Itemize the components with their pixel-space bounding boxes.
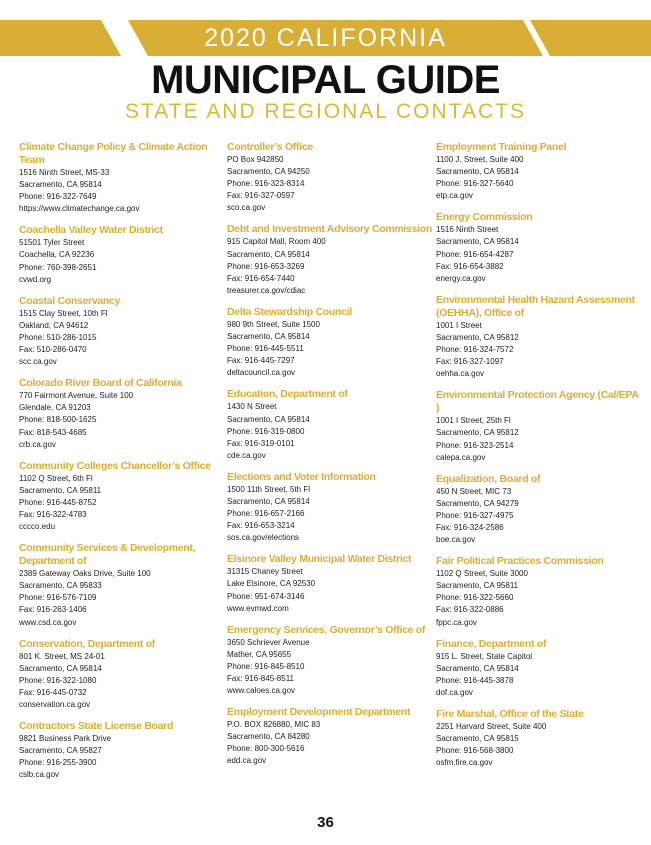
contact-name: Coastal Conservancy (19, 294, 121, 307)
contact-detail: www.evmwd.com (227, 603, 289, 613)
contact-detail: Phone: 916-568-3800 (436, 746, 514, 756)
contact-detail: Phone: 818-500-1625 (19, 415, 97, 425)
contact-detail: treasurer.ca.gov/cdiac (227, 285, 306, 295)
contact-detail: sos.ca.gov/elections (227, 533, 300, 543)
contact-entry (19, 377, 227, 450)
contact-detail: Sacramento, CA 95812 (436, 428, 519, 438)
contact-entry (227, 223, 435, 296)
contact-name: Community Services & Development, Department of (19, 542, 196, 568)
contact-detail: 801 K. Street, MS 24-01 (19, 651, 105, 661)
contact-detail: 1516 Ninth Street (436, 225, 499, 235)
contact-name: Employment Training Panel (436, 141, 567, 153)
contact-detail: Phone: 916-845-8510 (227, 661, 305, 671)
contact-detail: Sacramento, CA 95814 (436, 237, 519, 247)
contact-name: Education, Department of (227, 388, 348, 401)
contacts-column-3 (436, 141, 644, 769)
contact-detail: 2389 Gateway Oaks Drive, Suite 100 (19, 569, 151, 579)
contact-name: Fair Political Practices Commission (436, 555, 604, 568)
contact-detail: Fax: 916-319-0101 (227, 438, 295, 448)
contact-detail: Phone: 916-445-8752 (19, 497, 97, 507)
contact-detail: Sacramento, CA 95814 (227, 332, 310, 342)
contact-detail: 31315 Chaney Street (227, 567, 303, 577)
contact-detail: Sacramento, CA 95814 (19, 180, 102, 190)
contact-detail: Sacramento, CA 95811 (436, 581, 519, 591)
contact-detail: Sacramento, CA 95815 (436, 734, 519, 744)
contact-detail: cslb.ca.gov (19, 770, 60, 780)
contact-name: Environmental Protection Agency (Cal/EPA ) (436, 389, 639, 415)
contact-detail: fppc.ca.gov (436, 617, 477, 627)
contact-detail: energy.ca.gov (436, 273, 486, 283)
contact-detail: Sacramento, CA 95812 (436, 332, 519, 342)
contact-detail: Phone: 800-300-5616 (227, 744, 305, 754)
contact-detail: boe.ca.gov (436, 535, 476, 545)
contact-detail: Fax: 916-327-1097 (436, 357, 504, 367)
page-number: 36 (317, 814, 334, 831)
header-banner (0, 20, 651, 56)
page-title: MUNICIPAL GUIDE (151, 58, 500, 102)
contact-detail: Fax: 916-445-0732 (19, 687, 87, 697)
contact-detail: Mather, CA 95655 (227, 649, 292, 659)
contact-detail: 1102 Q Street, 6th Fl (19, 473, 93, 483)
contact-detail: Phone: 510-286-1015 (19, 332, 97, 342)
contact-detail: Fax: 916-327-0597 (227, 191, 295, 201)
contact-name: Debt and Investment Advisory Commission (227, 223, 432, 236)
contact-detail: Sacramento, CA 95827 (19, 746, 102, 756)
contact-detail: 1516 Ninth Street, MS-33 (19, 168, 110, 177)
contact-entry (436, 555, 644, 628)
contact-detail: deltacouncil.ca.gov (227, 368, 296, 378)
contact-detail: calepa.ca.gov (436, 452, 486, 462)
contact-detail: crb.ca.gov (19, 439, 56, 449)
contact-detail: etp.ca.gov (436, 191, 473, 201)
contact-detail: Phone: 916-322-5660 (436, 593, 514, 603)
contact-entry (227, 553, 435, 614)
contact-detail: Sacramento, CA 94279 (436, 498, 519, 508)
contact-detail: Lake Elsinore, CA 92530 (227, 579, 316, 589)
contact-detail: Glendale, CA 91203 (19, 403, 91, 413)
contact-detail: Fax: 916-654-7440 (227, 273, 295, 283)
contact-detail: 1100 J. Street, Suite 400 (436, 155, 524, 164)
contact-detail: Phone: 916-327-4975 (436, 510, 514, 520)
contact-name: Emergency Services, Governor’s Office of (227, 623, 426, 636)
contact-entry (436, 294, 644, 380)
contact-entry (19, 720, 227, 781)
contact-detail: sco.ca.gov (227, 203, 266, 213)
contact-entry (19, 638, 227, 711)
contact-entry (227, 706, 435, 767)
contact-detail: Sacramento, CA 95814 (227, 496, 310, 506)
contact-detail: conservation.ca.gov (19, 700, 91, 709)
contact-detail: Sacramento, CA 95814 (436, 663, 519, 673)
contact-name: Controller’s Office (227, 141, 313, 153)
contact-entry (227, 306, 435, 379)
contact-entry (227, 141, 435, 214)
contact-detail: Fax: 510-286-0470 (19, 345, 87, 355)
contact-entry (436, 473, 644, 546)
contact-detail: 915 L. Street, State Capitol (436, 651, 533, 661)
contact-detail: Phone: 916-323-2514 (436, 440, 514, 450)
contact-entry (436, 708, 644, 769)
contact-name: Contractors State License Board (19, 720, 174, 733)
contact-detail: osfm.fire.ca.gov (436, 758, 493, 768)
contact-detail: Phone: 916-324-7572 (436, 345, 514, 355)
contact-entry (19, 141, 227, 215)
contact-detail: Sacramento, CA 95814 (436, 167, 519, 177)
contact-name: Delta Stewardship Council (227, 305, 352, 318)
contact-detail: Phone: 916-322-1080 (19, 675, 97, 685)
contact-detail: Phone: 760-398-2651 (19, 262, 97, 272)
contact-name: Climate Change Policy & Climate Action Team (19, 141, 208, 166)
contacts-column-2 (227, 141, 435, 768)
contact-detail: Phone: 916-657-2166 (227, 509, 305, 519)
contact-detail: Fax: 818-543-4685 (19, 427, 87, 437)
contact-detail: 1500 11th Street, 5th Fl (227, 484, 311, 494)
contact-detail: 1001 I Street (436, 320, 482, 330)
contact-name: Conservation, Department of (19, 637, 156, 650)
contact-detail: www.caloes.ca.gov (227, 686, 296, 696)
contact-name: Environmental Health Hazard Assessment (OEHHA), Office of (436, 293, 635, 319)
contact-detail: 1515 Clay Street, 10th Fl (19, 308, 108, 318)
contact-name: Fire Marshal, Office of the State (436, 708, 584, 720)
contact-name: Employment Development Department (227, 706, 411, 719)
contact-detail: Sacramento, CA 95814 (227, 414, 310, 424)
contact-detail: Sacramento, CA 95811 (19, 485, 102, 495)
contact-detail: edd.ca.gov (227, 756, 267, 766)
contact-entry (436, 389, 644, 463)
contact-detail: https://www.climatechange.ca.gov (19, 204, 140, 214)
contact-detail: Coachella, CA 92236 (19, 250, 95, 260)
contact-name: Finance, Department of (436, 637, 547, 650)
contact-detail: Phone: 916-327-5640 (436, 179, 514, 189)
contact-detail: 1430 N Street (227, 402, 277, 412)
contact-entry (19, 224, 227, 285)
contact-detail: dof.ca.gov (436, 687, 473, 697)
contact-detail: Fax: 916-654-3882 (436, 261, 504, 271)
contact-detail: Fax: 916-653-3214 (227, 521, 295, 531)
contact-detail: PO Box 942850 (227, 155, 284, 164)
contact-detail: cvwd.org (19, 274, 52, 284)
contact-entry (19, 460, 227, 533)
contact-detail: cde.ca.gov (227, 450, 266, 460)
contact-detail: cccco.edu (19, 522, 56, 532)
contact-detail: 2251 Harvard Street, Suite 400 (436, 722, 547, 731)
contact-detail: Oakland, CA 94612 (19, 320, 89, 330)
contact-detail: Fax: 916-324-2586 (436, 522, 504, 532)
contact-detail: Phone: 916-445-3878 (436, 675, 514, 685)
contact-detail: Sacramento, CA 84280 (227, 732, 310, 742)
contact-entry (227, 471, 435, 544)
contact-detail: 1001 I Street, 25th Fl (436, 416, 511, 426)
contact-detail: Phone: 916-319-0800 (227, 426, 305, 436)
contact-detail: Sacramento, CA 95814 (227, 249, 310, 259)
contact-name: Colorado River Board of California (19, 377, 182, 390)
contact-detail: 915 Capitol Mall, Room 400 (227, 237, 326, 247)
contact-entry (227, 624, 435, 697)
page-subtitle: STATE AND REGIONAL CONTACTS (125, 100, 526, 123)
contact-detail: 1102 Q Street, Suite 3000 (436, 569, 528, 579)
contact-detail: Phone: 916-255-3900 (19, 758, 97, 768)
contact-detail: scc.ca.gov (19, 357, 57, 367)
contact-detail: Phone: 916-654-4287 (436, 249, 514, 259)
contact-detail: Phone: 916-653-3269 (227, 261, 305, 271)
contact-entry (19, 542, 227, 628)
contact-detail: Phone: 951-674-3146 (227, 591, 305, 601)
contact-detail: oehha.ca.gov (436, 369, 485, 379)
contact-detail: Sacramento, CA 94250 (227, 167, 310, 177)
contact-name: Coachella Valley Water District (19, 224, 163, 237)
contact-detail: Phone: 916-445-5511 (227, 344, 304, 354)
contact-name: Equalization, Board of (436, 472, 541, 485)
contact-detail: Phone: 916-322-7649 (19, 192, 97, 202)
contact-detail: Sacramento, CA 95814 (19, 663, 102, 673)
contact-name: Energy Commission (436, 211, 533, 224)
contact-detail: Sacramento, CA 95833 (19, 581, 102, 591)
contact-detail: Fax: 916-445-7297 (227, 356, 295, 366)
contact-entry (19, 295, 227, 368)
contact-detail: Fax: 916-322-0886 (436, 605, 504, 615)
contact-detail: 980 9th Street, Suite 1500 (227, 319, 320, 329)
contact-detail: 770 Fairmont Avenue, Suite 100 (19, 391, 134, 401)
contact-detail: 51501 Tyler Street (19, 238, 85, 248)
contact-entry (436, 211, 644, 284)
contact-detail: www.csd.ca.gov (19, 617, 77, 627)
contact-name: Elections and Voter Information (227, 470, 376, 483)
contact-entry (436, 141, 644, 202)
contact-detail: P.O. BOX 826880, MIC 83 (227, 720, 321, 730)
contact-detail: Phone: 916-323-8314 (227, 179, 305, 189)
contact-detail: Phone: 916-576-7109 (19, 593, 97, 603)
contact-name: Community Colleges Chancellor’s Office (19, 459, 211, 472)
contact-name: Elsinore Valley Municipal Water District (227, 553, 412, 566)
banner-title: 2020 CALIFORNIA (204, 24, 447, 52)
contact-detail: Fax: 916-322-4783 (19, 509, 87, 519)
contact-detail: Fax: 916-263-1406 (19, 605, 87, 615)
contact-entry (436, 638, 644, 699)
contact-entry (227, 388, 435, 461)
contact-detail: 450 N Street, MIC 73 (436, 486, 512, 496)
contact-detail: 9821 Business Park Drive (19, 734, 112, 744)
contacts-column-1 (19, 141, 227, 781)
contact-detail: 3650 Schriever Avenue (227, 637, 310, 647)
contact-detail: Fax: 916-845-8511 (227, 674, 295, 683)
